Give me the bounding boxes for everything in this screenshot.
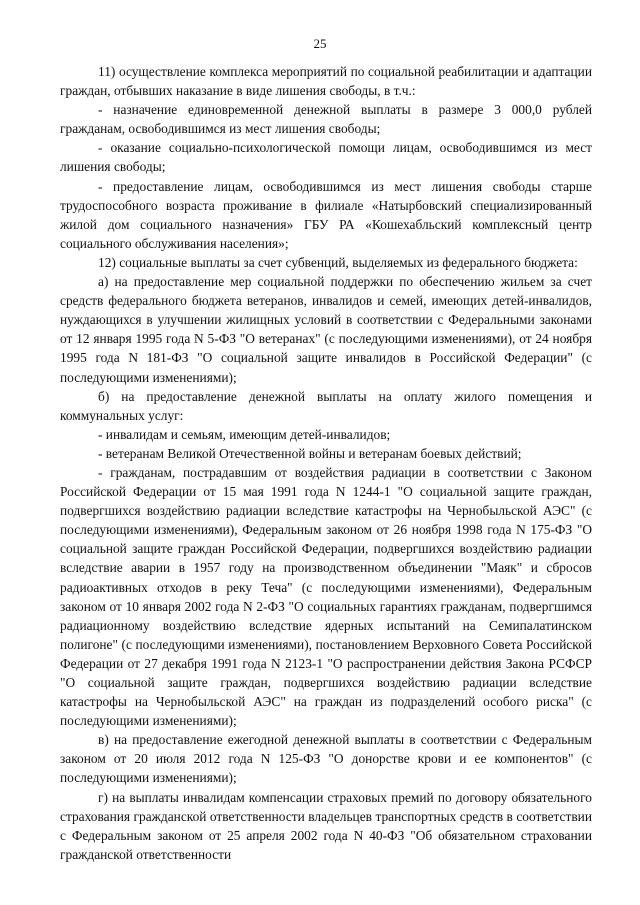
document-body — [60, 62, 592, 864]
paragraph-12-g: г) на выплаты инвалидам компенсации страховых премий по договору обязательного страхования гражданской ответственности владельцев транспортных средств в соответствии с Федеральным законом от 25 апреля 2002 года N 40-ФЗ "Об обязательном страховании гражданской ответственности — [60, 789, 592, 862]
page-number: 25 — [313, 36, 327, 51]
list-item-radiation: - гражданам, пострадавшим от воздействия радиации в соответствии с Законом Российской Федерации от 15 мая 1991 года N 1244-1 "О социальной защите граждан, подвергшихся воздействию радиации вследствие катастрофы на Чернобыльской АЭС" (с последующими изменениями), Федеральным законом от 26 ноября 1998 года N 175-ФЗ "О социальной защите граждан Российской Федерации, подвергшихся воздействию радиации вследствие аварии в 1957 году на производственном объединении "Маяк" и сбросов радиоактивных отходов в реку Теча" (с последующими изменениями), Федеральным законом от 10 января 2002 года N 2-ФЗ "О социальных гарантиях гражданам, подвергшимся радиационному воздействию вследствие ядерных испытаний на Семипалатинском полигоне" (с последующими изменениями), постановлением Верховного Совета Российской Федерации от 27 декабря 1991 года N 2123-1 "О распространении действия Закона РСФСР "О социальной защите граждан, подвергшихся воздействию радиации вследствие катастрофы на Чернобыльской АЭС" на граждан из подразделений особого риска" (с последующими изменениями); — [60, 464, 592, 729]
paragraph-12-v: в) на предоставление ежегодной денежной выплаты в соответствии с Федеральным законом от 20 июля 2012 года N 125-ФЗ "О донорстве крови и ее компонентов" (с последующими изменениями); — [60, 732, 592, 786]
list-item-psych-help: - оказание социально-психологической помощи лицам, освободившимся из мест лишения свободы; — [60, 140, 592, 175]
list-item-one-time-payment: - назначение единовременной денежной выплаты в размере 3 000,0 рублей гражданам, освободившимся из мест лишения свободы; — [60, 102, 592, 137]
paragraph-11: 11) осуществление комплекса мероприятий по социальной реабилитации и адаптации граждан, отбывших наказание в виде лишения свободы, в т.ч.: — [60, 64, 592, 99]
paragraph-12-b: б) на предоставление денежной выплаты на оплату жилого помещения и коммунальных услуг: — [60, 388, 592, 423]
list-item-housing: - предоставление лицам, освободившимся из мест лишения свободы старше трудоспособного возраста проживание в филиале «Натырбовский специализированный жилой дом социального назначения» ГБУ РА «Кошехабльский комплексный центр социального обслуживания населения»; — [60, 178, 592, 251]
paragraph-12-a: а) на предоставление мер социальной поддержки по обеспечению жильем за счет средств федерального бюджета ветеранов, инвалидов и семей, имеющих детей-инвалидов, нуждающихся в улучшении жилищных условий в соответствии с Федеральными законами от 12 января 1995 года N 5-ФЗ "О ветеранах" (с последующими изменениями), от 24 ноября 1995 года N 181-ФЗ "О социальной защите инвалидов в Российской Федерации" (с последующими изменениями); — [60, 274, 592, 385]
list-item-veterans: - ветеранам Великой Отечественной войны и ветеранам боевых действий; — [98, 445, 522, 461]
list-item-disabled: - инвалидам и семьям, имеющим детей-инвалидов; — [98, 426, 391, 442]
paragraph-12: 12) социальные выплаты за счет субвенций, выделяемых из федерального бюджета: — [98, 254, 578, 270]
